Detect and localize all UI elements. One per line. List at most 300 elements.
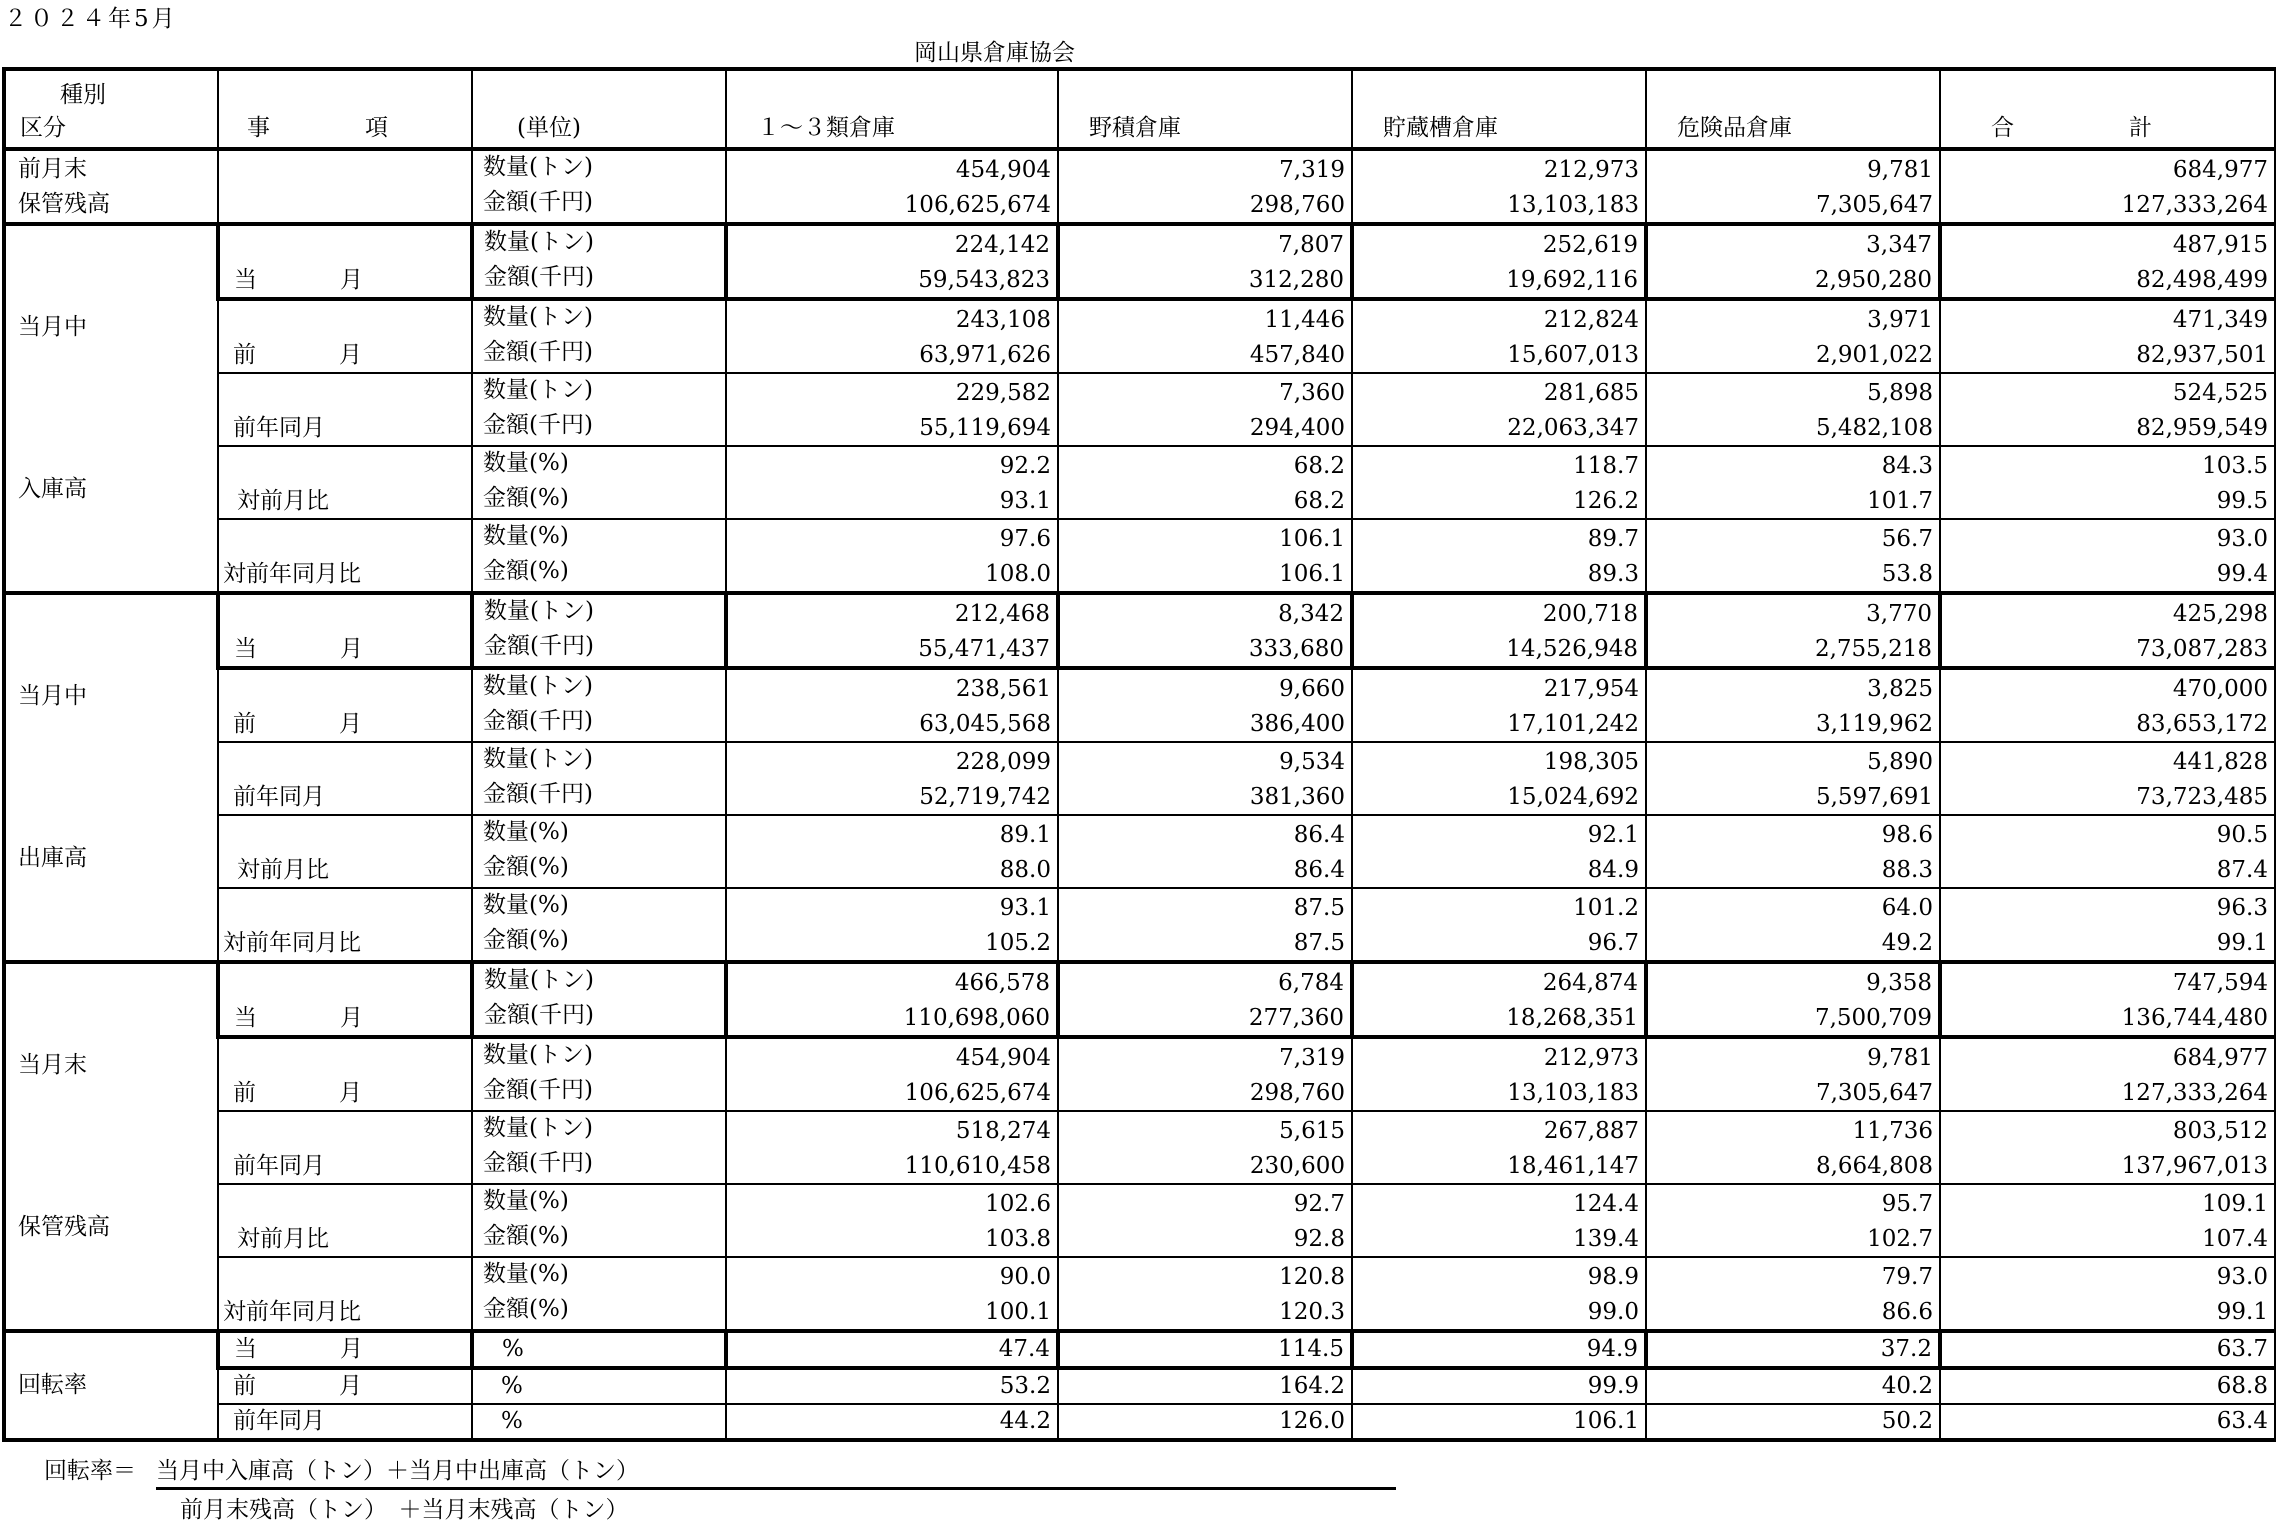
value-amount: 13,103,183 — [1507, 1080, 1639, 1106]
unit-amount: 金額(%) — [483, 558, 569, 584]
value-quantity: 487,915 — [2172, 232, 2268, 258]
unit-quantity: 数量(トン) — [483, 673, 593, 699]
value-quantity: 198,305 — [1543, 749, 1639, 775]
value-amount: 108.0 — [985, 561, 1051, 587]
item-cell: 当 月 — [218, 224, 472, 299]
value-quantity: 89.1 — [999, 822, 1051, 848]
value-cell — [1352, 1184, 1646, 1257]
unit-amount: 金額(%) — [483, 485, 569, 511]
value-cell — [1352, 962, 1646, 1037]
row-closing-balance-3 — [4, 1184, 2276, 1257]
value-quantity: 93.0 — [2216, 1264, 2268, 1290]
value-cell — [1646, 668, 1940, 742]
unit-quantity: 数量(トン) — [484, 229, 594, 255]
value-cell — [1940, 373, 2276, 446]
value-cell — [726, 593, 1058, 668]
value-amount: 333,680 — [1248, 636, 1344, 662]
value-quantity: 441,828 — [2172, 749, 2268, 775]
value-quantity: 93.0 — [2216, 526, 2268, 552]
value-quantity: 124.4 — [1573, 1191, 1639, 1217]
unit-quantity: 数量(トン) — [483, 1042, 593, 1068]
row-closing-balance-1 — [4, 1037, 2276, 1111]
value-amount: 298,760 — [1249, 192, 1345, 218]
value-amount: 139.4 — [1573, 1226, 1639, 1252]
value-cell: 106.1 — [1352, 1404, 1646, 1440]
value-cell — [726, 1037, 1058, 1111]
value-amount: 2,950,280 — [1814, 267, 1932, 293]
value-amount: 63,045,568 — [919, 711, 1051, 737]
unit-amount: 金額(千円) — [483, 339, 593, 365]
value-quantity: 89.7 — [1587, 526, 1639, 552]
item-cell: 前 月 — [218, 1368, 472, 1404]
value-quantity: 7,807 — [1278, 232, 1344, 258]
value-amount: 103.8 — [985, 1226, 1051, 1252]
item-cell: 対前年同月比 — [218, 888, 472, 962]
unit-cell — [472, 373, 726, 446]
value-cell — [1352, 373, 1646, 446]
value-amount: 106,625,674 — [904, 192, 1051, 218]
value-amount: 82,498,499 — [2136, 267, 2268, 293]
value-cell — [1352, 593, 1646, 668]
value-amount: 87.5 — [1293, 930, 1345, 956]
warehouse-statistics-table — [2, 67, 2276, 1442]
value-quantity: 101.2 — [1573, 895, 1639, 921]
value-amount: 15,607,013 — [1507, 342, 1639, 368]
value-cell — [1058, 1037, 1352, 1111]
category-cell — [4, 149, 218, 224]
value-amount: 14,526,948 — [1506, 636, 1638, 662]
value-cell — [726, 962, 1058, 1037]
value-amount: 83,653,172 — [2136, 711, 2268, 737]
value-cell — [1646, 888, 1940, 962]
value-cell — [1646, 519, 1940, 593]
value-quantity: 92.1 — [1587, 822, 1639, 848]
unit-cell — [472, 593, 726, 668]
value-quantity: 92.7 — [1293, 1191, 1345, 1217]
value-amount: 107.4 — [2202, 1226, 2268, 1252]
value-cell — [1352, 668, 1646, 742]
value-quantity: 224,142 — [954, 232, 1050, 258]
value-amount: 312,280 — [1248, 267, 1344, 293]
unit-amount: 金額(千円) — [483, 412, 593, 438]
value-amount: 102.7 — [1867, 1226, 1933, 1252]
value-cell — [1940, 593, 2276, 668]
value-cell — [726, 519, 1058, 593]
unit-cell — [472, 668, 726, 742]
value-quantity: 79.7 — [1881, 1264, 1933, 1290]
value-cell — [726, 446, 1058, 519]
value-cell — [1940, 1111, 2276, 1184]
value-amount: 18,461,147 — [1507, 1153, 1639, 1179]
category-line-2: 出庫高 — [18, 845, 87, 872]
unit-quantity: 数量(トン) — [483, 1115, 593, 1141]
value-amount: 22,063,347 — [1507, 415, 1639, 441]
value-quantity: 109.1 — [2202, 1191, 2268, 1217]
row-outbound-4 — [4, 888, 2276, 962]
value-amount: 136,744,480 — [2121, 1005, 2268, 1031]
item-cell: 対前月比 — [218, 1184, 472, 1257]
value-cell — [1352, 299, 1646, 373]
value-amount: 82,937,501 — [2136, 342, 2268, 368]
value-quantity: 96.3 — [2216, 895, 2268, 921]
unit-quantity: 数量(%) — [483, 450, 569, 476]
value-quantity: 102.6 — [985, 1191, 1051, 1217]
value-cell — [726, 149, 1058, 224]
value-cell — [1058, 815, 1352, 888]
unit-amount: 金額(%) — [483, 927, 569, 953]
header-item: 事 項 — [218, 69, 472, 149]
value-cell — [726, 1257, 1058, 1331]
value-quantity: 212,824 — [1543, 307, 1639, 333]
category-line-2: 保管残高 — [18, 190, 110, 217]
header-type-1-3: １～３類倉庫 — [726, 69, 1058, 149]
value-amount: 82,959,549 — [2136, 415, 2268, 441]
value-quantity: 747,594 — [2172, 970, 2268, 996]
value-amount: 5,597,691 — [1815, 784, 1933, 810]
value-quantity: 90.0 — [999, 1264, 1051, 1290]
row-closing-balance-2 — [4, 1111, 2276, 1184]
unit-cell: % — [472, 1331, 726, 1368]
item-cell: 前年同月 — [218, 373, 472, 446]
item-cell: 前 月 — [218, 299, 472, 373]
item-cell: 前年同月 — [218, 1111, 472, 1184]
row-turnover-0 — [4, 1331, 2276, 1368]
value-quantity: 471,349 — [2172, 307, 2268, 333]
value-quantity: 106.1 — [1279, 526, 1345, 552]
item-cell: 対前月比 — [218, 446, 472, 519]
value-quantity: 3,971 — [1867, 307, 1933, 333]
value-cell: 114.5 — [1058, 1331, 1352, 1368]
value-cell — [1940, 1257, 2276, 1331]
value-quantity: 524,525 — [2172, 380, 2268, 406]
value-cell — [1352, 224, 1646, 299]
header-category: 種別 区分 — [4, 69, 218, 149]
value-amount: 106,625,674 — [904, 1080, 1051, 1106]
item-cell: 当 月 — [218, 1331, 472, 1368]
formula-fraction-bar — [156, 1487, 1396, 1490]
value-amount: 2,901,022 — [1815, 342, 1933, 368]
value-amount: 127,333,264 — [2121, 1080, 2268, 1106]
value-amount: 381,360 — [1249, 784, 1345, 810]
value-amount: 99.1 — [2216, 1299, 2268, 1325]
value-cell — [1352, 742, 1646, 815]
value-amount: 7,500,709 — [1814, 1005, 1932, 1031]
value-amount: 73,723,485 — [2136, 784, 2268, 810]
row-outbound-3 — [4, 815, 2276, 888]
value-amount: 84.9 — [1587, 857, 1639, 883]
value-cell — [1940, 1184, 2276, 1257]
value-quantity: 5,890 — [1867, 749, 1933, 775]
value-quantity: 684,977 — [2172, 1045, 2268, 1071]
value-cell — [1940, 446, 2276, 519]
value-quantity: 217,954 — [1543, 676, 1639, 702]
value-cell — [1940, 299, 2276, 373]
value-amount: 7,305,647 — [1815, 192, 1933, 218]
value-quantity: 9,660 — [1279, 676, 1345, 702]
value-quantity: 200,718 — [1542, 601, 1638, 627]
value-amount: 17,101,242 — [1507, 711, 1639, 737]
unit-quantity: 数量(トン) — [483, 304, 593, 330]
value-amount: 120.3 — [1279, 1299, 1345, 1325]
value-cell — [1058, 1184, 1352, 1257]
value-amount: 92.8 — [1293, 1226, 1345, 1252]
value-cell — [1940, 742, 2276, 815]
value-quantity: 267,887 — [1543, 1118, 1639, 1144]
category-line-1: 前月末 — [18, 155, 87, 182]
value-cell — [1940, 224, 2276, 299]
category-cell — [4, 962, 218, 1331]
value-cell — [726, 299, 1058, 373]
value-quantity: 5,615 — [1279, 1118, 1345, 1144]
value-cell — [1646, 149, 1940, 224]
value-cell: 40.2 — [1646, 1368, 1940, 1404]
value-amount: 298,760 — [1249, 1080, 1345, 1106]
value-quantity: 252,619 — [1542, 232, 1638, 258]
value-amount: 59,543,823 — [918, 267, 1050, 293]
value-amount: 18,268,351 — [1506, 1005, 1638, 1031]
formula-denominator: 前月末残高（トン） ＋当月末残高（トン） — [180, 1497, 629, 1523]
value-quantity: 5,898 — [1867, 380, 1933, 406]
unit-cell: % — [472, 1368, 726, 1404]
value-quantity: 84.3 — [1881, 453, 1933, 479]
value-quantity: 281,685 — [1543, 380, 1639, 406]
organization-name: 岡山県倉庫協会 — [914, 40, 1075, 66]
value-quantity: 8,342 — [1278, 601, 1344, 627]
unit-quantity: 数量(%) — [483, 1261, 569, 1287]
value-quantity: 7,319 — [1279, 1045, 1345, 1071]
value-quantity: 56.7 — [1881, 526, 1933, 552]
value-cell — [1646, 224, 1940, 299]
value-amount: 88.0 — [999, 857, 1051, 883]
value-cell: 47.4 — [726, 1331, 1058, 1368]
value-quantity: 11,446 — [1264, 307, 1345, 333]
unit-cell — [472, 1257, 726, 1331]
unit-quantity: 数量(トン) — [484, 967, 594, 993]
value-quantity: 90.5 — [2216, 822, 2268, 848]
value-quantity: 229,582 — [955, 380, 1051, 406]
value-quantity: 118.7 — [1573, 453, 1639, 479]
value-cell — [1058, 149, 1352, 224]
unit-quantity: 数量(トン) — [483, 377, 593, 403]
value-cell: 50.2 — [1646, 1404, 1940, 1440]
unit-quantity: 数量(トン) — [484, 598, 594, 624]
value-quantity: 454,904 — [955, 1045, 1051, 1071]
unit-cell — [472, 1037, 726, 1111]
value-quantity: 120.8 — [1279, 1264, 1345, 1290]
formula-label: 回転率＝ — [44, 1458, 136, 1484]
value-quantity: 3,770 — [1866, 601, 1932, 627]
item-cell: 前 月 — [218, 1037, 472, 1111]
value-quantity: 243,108 — [955, 307, 1051, 333]
value-cell — [1058, 1111, 1352, 1184]
value-amount: 105.2 — [985, 930, 1051, 956]
value-amount: 15,024,692 — [1507, 784, 1639, 810]
row-outbound-2 — [4, 742, 2276, 815]
value-amount: 86.6 — [1881, 1299, 1933, 1325]
value-amount: 386,400 — [1249, 711, 1345, 737]
category-cell: 回転率 — [4, 1331, 218, 1440]
category-cell — [4, 224, 218, 593]
unit-amount: 金額(千円) — [483, 781, 593, 807]
item-cell: 対前年同月比 — [218, 1257, 472, 1331]
value-amount: 106.1 — [1279, 561, 1345, 587]
value-quantity: 93.1 — [999, 895, 1051, 921]
unit-quantity: 数量(トン) — [483, 746, 593, 772]
row-inbound-2 — [4, 373, 2276, 446]
item-cell — [218, 149, 472, 224]
unit-cell — [472, 519, 726, 593]
value-quantity: 803,512 — [2172, 1118, 2268, 1144]
header-type-hazardous: 危険品倉庫 — [1646, 69, 1940, 149]
value-cell — [1940, 962, 2276, 1037]
table-header-row — [4, 69, 2276, 149]
value-quantity: 518,274 — [955, 1118, 1051, 1144]
value-cell — [1940, 668, 2276, 742]
value-cell — [1940, 149, 2276, 224]
value-quantity: 95.7 — [1881, 1191, 1933, 1217]
report-period: ２０２４年5月 — [4, 6, 178, 32]
row-outbound-0 — [4, 593, 2276, 668]
value-cell — [1058, 299, 1352, 373]
unit-cell — [472, 742, 726, 815]
category-line-2: 入庫高 — [18, 476, 87, 503]
value-cell — [726, 888, 1058, 962]
value-cell — [726, 815, 1058, 888]
value-cell — [1058, 224, 1352, 299]
unit-amount: 金額(千円) — [483, 708, 593, 734]
unit-quantity: 数量(%) — [483, 819, 569, 845]
value-cell: 99.9 — [1352, 1368, 1646, 1404]
value-amount: 230,600 — [1249, 1153, 1345, 1179]
unit-quantity: 数量(トン) — [483, 154, 593, 180]
value-cell — [1940, 519, 2276, 593]
value-cell: 37.2 — [1646, 1331, 1940, 1368]
value-cell — [1058, 373, 1352, 446]
value-quantity: 7,360 — [1279, 380, 1345, 406]
category-line-1: 当月中 — [18, 313, 87, 340]
value-cell — [1940, 888, 2276, 962]
item-cell: 前 月 — [218, 668, 472, 742]
unit-amount: 金額(千円) — [483, 1077, 593, 1103]
value-quantity: 425,298 — [2172, 601, 2268, 627]
header-type-open-yard: 野積倉庫 — [1058, 69, 1352, 149]
value-cell — [1646, 593, 1940, 668]
value-amount: 93.1 — [999, 488, 1051, 514]
value-cell: 63.7 — [1940, 1331, 2276, 1368]
value-cell — [1646, 299, 1940, 373]
value-cell — [1058, 1257, 1352, 1331]
unit-amount: 金額(%) — [483, 854, 569, 880]
value-quantity: 103.5 — [2202, 453, 2268, 479]
value-cell — [1058, 519, 1352, 593]
row-closing-balance-0 — [4, 962, 2276, 1037]
value-quantity: 684,977 — [2172, 157, 2268, 183]
value-amount: 49.2 — [1881, 930, 1933, 956]
value-quantity: 9,534 — [1279, 749, 1345, 775]
unit-cell — [472, 299, 726, 373]
value-cell — [1646, 742, 1940, 815]
item-cell: 前年同月 — [218, 742, 472, 815]
unit-cell — [472, 1111, 726, 1184]
row-closing-balance-4 — [4, 1257, 2276, 1331]
item-cell: 当 月 — [218, 962, 472, 1037]
value-quantity: 228,099 — [955, 749, 1051, 775]
value-cell — [1646, 1184, 1940, 1257]
value-cell: 63.4 — [1940, 1404, 2276, 1440]
row-turnover-1 — [4, 1368, 2276, 1404]
value-amount: 7,305,647 — [1815, 1080, 1933, 1106]
unit-amount: 金額(千円) — [483, 189, 593, 215]
row-inbound-4 — [4, 519, 2276, 593]
unit-cell — [472, 815, 726, 888]
value-amount: 55,471,437 — [918, 636, 1050, 662]
header-total: 合 計 — [1940, 69, 2276, 149]
value-amount: 110,698,060 — [903, 1005, 1050, 1031]
value-quantity: 92.2 — [999, 453, 1051, 479]
unit-quantity: 数量(%) — [483, 892, 569, 918]
value-amount: 88.3 — [1881, 857, 1933, 883]
value-amount: 68.2 — [1293, 488, 1345, 514]
value-cell — [1352, 149, 1646, 224]
value-cell — [1940, 1037, 2276, 1111]
value-amount: 99.5 — [2216, 488, 2268, 514]
value-cell — [726, 224, 1058, 299]
value-amount: 101.7 — [1867, 488, 1933, 514]
unit-amount: 金額(千円) — [484, 264, 594, 290]
value-amount: 3,119,962 — [1815, 711, 1933, 737]
value-cell — [1058, 742, 1352, 815]
value-amount: 89.3 — [1587, 561, 1639, 587]
row-turnover-2 — [4, 1404, 2276, 1440]
unit-cell — [472, 1184, 726, 1257]
value-amount: 457,840 — [1249, 342, 1345, 368]
category-line-2: 保管残高 — [18, 1214, 110, 1241]
unit-cell — [472, 149, 726, 224]
unit-cell — [472, 224, 726, 299]
item-cell: 対前年同月比 — [218, 519, 472, 593]
value-cell: 53.2 — [726, 1368, 1058, 1404]
value-cell — [1352, 446, 1646, 519]
value-amount: 52,719,742 — [919, 784, 1051, 810]
unit-amount: 金額(%) — [483, 1223, 569, 1249]
value-cell — [1058, 593, 1352, 668]
value-cell: 126.0 — [1058, 1404, 1352, 1440]
value-quantity: 98.6 — [1881, 822, 1933, 848]
value-cell: 94.9 — [1352, 1331, 1646, 1368]
category-line-1: 当月中 — [18, 682, 87, 709]
value-cell — [1352, 1111, 1646, 1184]
value-quantity: 9,358 — [1866, 970, 1932, 996]
value-amount: 86.4 — [1293, 857, 1345, 883]
value-cell — [1058, 962, 1352, 1037]
value-amount: 53.8 — [1881, 561, 1933, 587]
value-cell — [1352, 519, 1646, 593]
value-quantity: 97.6 — [999, 526, 1051, 552]
unit-amount: 金額(千円) — [484, 1002, 594, 1028]
row-opening-balance — [4, 149, 2276, 224]
value-amount: 99.4 — [2216, 561, 2268, 587]
unit-amount: 金額(千円) — [483, 1150, 593, 1176]
value-quantity: 11,736 — [1852, 1118, 1933, 1144]
value-quantity: 98.9 — [1587, 1264, 1639, 1290]
value-amount: 96.7 — [1587, 930, 1639, 956]
value-amount: 8,664,808 — [1815, 1153, 1933, 1179]
value-quantity: 64.0 — [1881, 895, 1933, 921]
value-cell — [1058, 446, 1352, 519]
value-quantity: 212,973 — [1543, 157, 1639, 183]
value-quantity: 9,781 — [1867, 157, 1933, 183]
value-cell — [726, 668, 1058, 742]
